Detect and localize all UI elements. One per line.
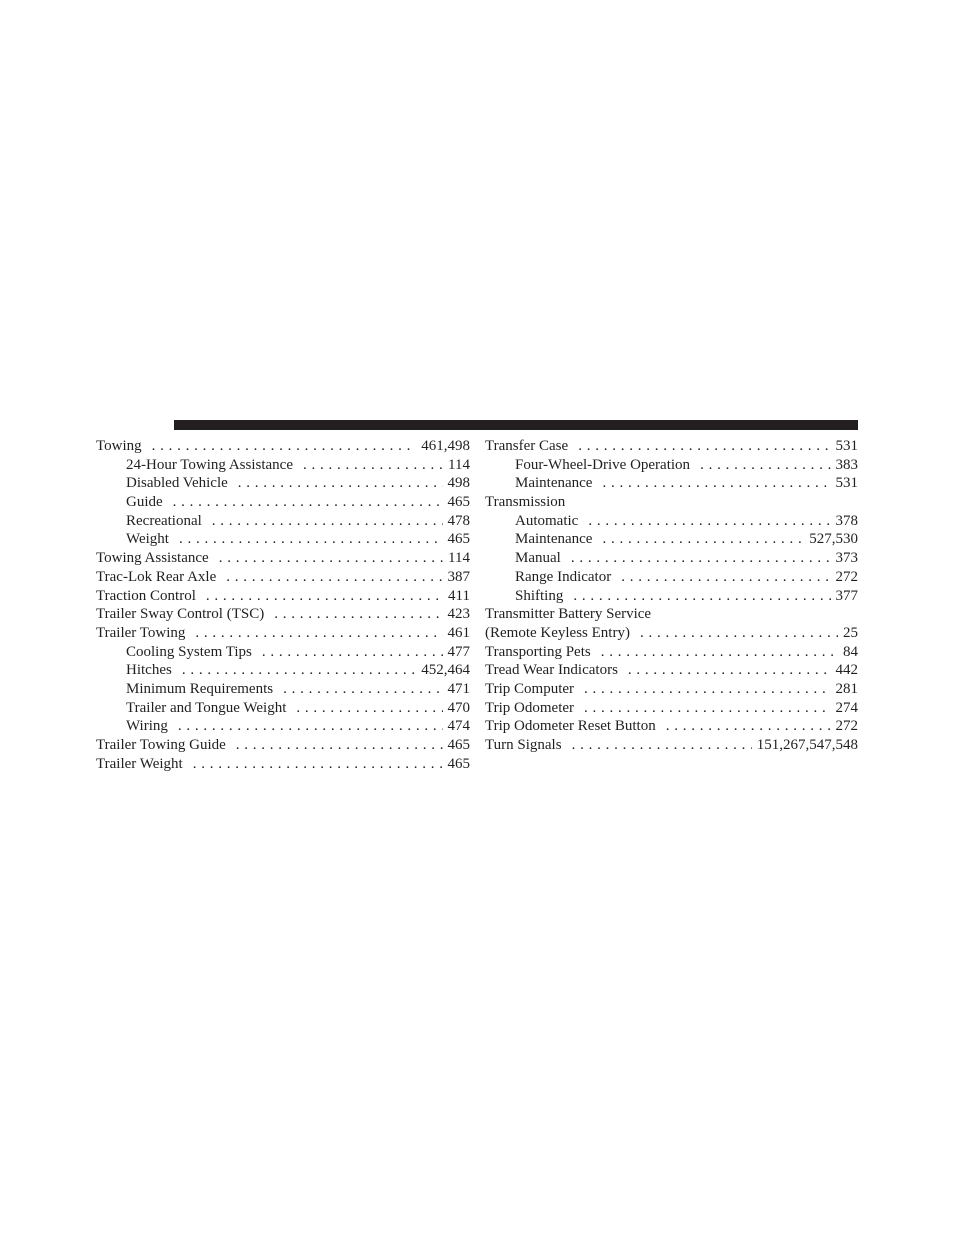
index-term: Towing Assistance xyxy=(96,550,209,567)
dot-leader xyxy=(283,680,442,699)
index-entry xyxy=(485,493,858,512)
index-term: Maintenance xyxy=(515,531,593,548)
index-term: Trailer Towing xyxy=(96,624,186,641)
dot-leader xyxy=(226,568,442,587)
index-term: 24-Hour Towing Assistance xyxy=(126,456,293,473)
index-term: Trailer Sway Control (TSC) xyxy=(96,606,265,623)
page-reference[interactable]: 442 xyxy=(835,662,858,679)
index-entry xyxy=(96,530,470,549)
index-entry xyxy=(485,699,858,718)
index-term: Trac-Lok Rear Axle xyxy=(96,568,217,585)
index-term: Four-Wheel-Drive Operation xyxy=(515,456,691,473)
index-term: Transmitter Battery Service xyxy=(485,606,652,623)
index-entry xyxy=(96,661,470,680)
index-term: Cooling System Tips xyxy=(126,643,252,660)
index-term: Maintenance xyxy=(515,475,593,492)
index-entry xyxy=(485,717,858,736)
index-term: Disabled Vehicle xyxy=(126,475,228,492)
page-reference[interactable]: 84 xyxy=(843,643,858,660)
page-reference[interactable]: 470 xyxy=(447,699,470,716)
page-reference[interactable]: 498 xyxy=(447,475,470,492)
page-reference[interactable]: 387 xyxy=(447,568,470,585)
dot-leader xyxy=(212,512,443,531)
index-term: Recreational xyxy=(126,512,202,529)
page-reference[interactable]: 411 xyxy=(448,587,470,604)
index-entry xyxy=(96,456,470,475)
index-term: Guide xyxy=(126,494,163,511)
index-term: Automatic xyxy=(515,512,579,529)
index-entry xyxy=(485,643,858,662)
page-reference[interactable]: 531 xyxy=(835,438,858,454)
index-term: Shifting xyxy=(515,587,564,604)
page-reference[interactable]: 474 xyxy=(447,718,470,735)
index-entry xyxy=(96,699,470,718)
index-entry xyxy=(96,624,470,643)
page-reference[interactable]: 377 xyxy=(835,587,858,604)
dot-leader xyxy=(173,493,443,512)
dot-leader xyxy=(296,699,442,718)
index-term: Transporting Pets xyxy=(485,643,591,660)
index-entry xyxy=(485,568,858,587)
dot-leader xyxy=(179,530,443,549)
dot-leader xyxy=(571,549,831,568)
index-term: Weight xyxy=(126,531,169,548)
index-entry xyxy=(96,474,470,493)
index-column-right xyxy=(485,437,858,755)
index-entry xyxy=(485,474,858,493)
index-entry xyxy=(485,549,858,568)
page-reference[interactable]: 272 xyxy=(835,568,858,585)
dot-leader xyxy=(182,661,416,680)
page-reference[interactable]: 461,498 xyxy=(421,438,470,454)
index-entry xyxy=(96,717,470,736)
dot-leader xyxy=(584,680,830,699)
page-reference[interactable]: 151,267,547,548 xyxy=(756,737,858,753)
index-term: Trailer and Tongue Weight xyxy=(126,699,287,716)
index-term: Transfer Case xyxy=(485,438,569,454)
page-reference[interactable]: 471 xyxy=(447,680,470,697)
index-entry xyxy=(96,512,470,531)
index-entry xyxy=(96,568,470,587)
dot-leader xyxy=(602,474,830,493)
page-reference[interactable]: 114 xyxy=(448,456,470,473)
section-header-bar xyxy=(174,420,858,430)
page-reference[interactable]: 25 xyxy=(843,624,858,641)
index-entry xyxy=(96,755,470,774)
dot-leader xyxy=(238,474,443,493)
page-reference[interactable]: 373 xyxy=(835,550,858,567)
index-term: Trip Odometer xyxy=(485,699,575,716)
page-reference[interactable]: 461 xyxy=(447,624,470,641)
index-entry xyxy=(96,680,470,699)
page-reference[interactable]: 114 xyxy=(448,550,470,567)
page-reference[interactable]: 531 xyxy=(835,475,858,492)
dot-leader xyxy=(602,530,804,549)
page-reference[interactable]: 274 xyxy=(835,699,858,716)
page-reference[interactable]: 465 xyxy=(447,755,470,772)
page-reference[interactable]: 452,464 xyxy=(421,662,470,679)
index-entry xyxy=(485,437,858,456)
dot-leader xyxy=(578,437,830,456)
page-reference[interactable]: 477 xyxy=(447,643,470,660)
dot-leader xyxy=(303,456,443,475)
page-reference[interactable]: 272 xyxy=(835,718,858,735)
dot-leader xyxy=(193,755,443,774)
index-entry xyxy=(485,605,858,624)
index-term: Range Indicator xyxy=(515,568,612,585)
dot-leader xyxy=(195,624,442,643)
page-reference[interactable]: 478 xyxy=(447,512,470,529)
dot-leader xyxy=(219,549,443,568)
index-term: Manual xyxy=(515,550,561,567)
dot-leader xyxy=(236,736,443,755)
dot-leader xyxy=(584,699,830,718)
index-entry xyxy=(485,680,858,699)
dot-leader xyxy=(621,568,830,587)
index-entry xyxy=(96,587,470,606)
index-entry xyxy=(485,736,858,755)
index-entry xyxy=(96,643,470,662)
dot-leader xyxy=(178,717,443,736)
index-term: (Remote Keyless Entry) xyxy=(485,624,630,641)
index-term: Trip Odometer Reset Button xyxy=(485,718,656,735)
dot-leader xyxy=(274,605,442,624)
index-term: Trailer Towing Guide xyxy=(96,737,226,753)
dot-leader xyxy=(700,456,830,475)
index-entry xyxy=(96,736,470,755)
dot-leader xyxy=(262,643,443,662)
dot-leader xyxy=(601,643,838,662)
dot-leader xyxy=(628,661,831,680)
index-term: Traction Control xyxy=(96,587,196,604)
index-term: Minimum Requirements xyxy=(126,680,274,697)
index-entry xyxy=(485,661,858,680)
index-entry xyxy=(485,456,858,475)
dot-leader xyxy=(573,587,830,606)
page-reference[interactable]: 465 xyxy=(447,737,470,753)
index-term: Trailer Weight xyxy=(96,755,183,772)
index-entry xyxy=(96,549,470,568)
index-entry xyxy=(485,530,858,549)
index-entry xyxy=(96,605,470,624)
dot-leader xyxy=(572,736,752,755)
index-term: Hitches xyxy=(126,662,172,679)
dot-leader xyxy=(588,512,830,531)
page-reference[interactable]: 527,530 xyxy=(809,531,858,548)
index-term: Transmission xyxy=(485,494,566,511)
page-reference[interactable]: 378 xyxy=(835,512,858,529)
dot-leader xyxy=(206,587,443,606)
page-reference[interactable]: 465 xyxy=(447,494,470,511)
dot-leader xyxy=(640,624,838,643)
dot-leader xyxy=(152,437,417,456)
index-column-left xyxy=(96,437,470,773)
index-term: Wiring xyxy=(126,718,168,735)
index-entry xyxy=(96,437,470,456)
page-reference[interactable]: 465 xyxy=(447,531,470,548)
index-term: Turn Signals xyxy=(485,737,562,753)
page-reference[interactable]: 383 xyxy=(835,456,858,473)
page-reference[interactable]: 423 xyxy=(447,606,470,623)
index-entry xyxy=(485,587,858,606)
index-entry xyxy=(96,493,470,512)
index-term: Tread Wear Indicators xyxy=(485,662,618,679)
page-reference[interactable]: 281 xyxy=(835,680,858,697)
dot-leader xyxy=(666,717,831,736)
index-entry xyxy=(485,624,858,643)
index-term: Towing xyxy=(96,438,142,454)
index-entry xyxy=(485,512,858,531)
index-term: Trip Computer xyxy=(485,680,575,697)
